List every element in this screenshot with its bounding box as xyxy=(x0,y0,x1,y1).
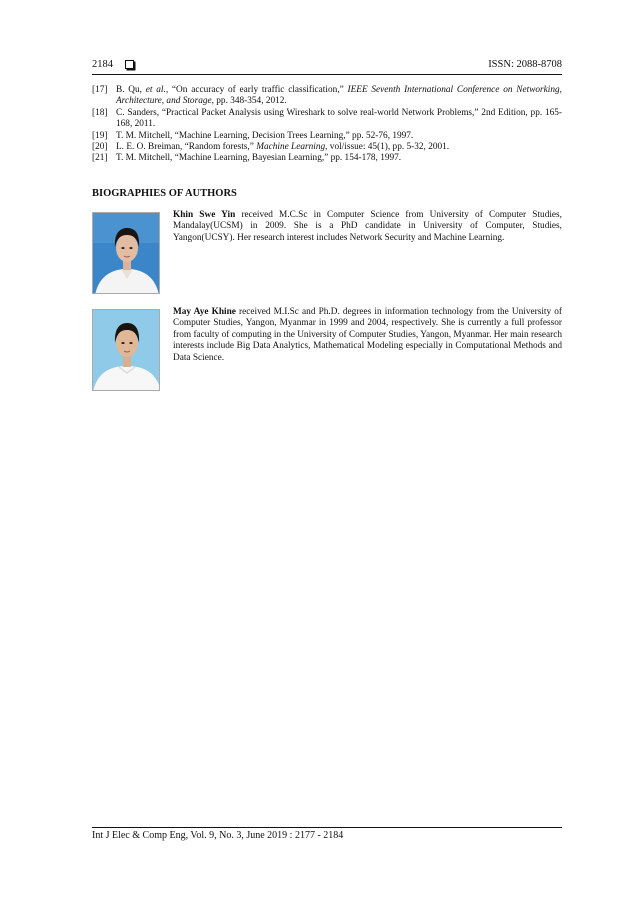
reference-segment: , “On accuracy of early traffic classification,” xyxy=(165,85,348,95)
reference-list xyxy=(92,85,562,165)
page-header xyxy=(92,59,562,75)
biography-text xyxy=(173,210,562,244)
reference-text xyxy=(116,142,562,153)
author-name: Khin Swe Yin xyxy=(173,210,236,220)
reference-number: [20] xyxy=(92,142,108,153)
section-heading: BIOGRAPHIES OF AUTHORS xyxy=(92,188,237,199)
reference-item xyxy=(92,131,562,142)
reference-item xyxy=(92,108,562,131)
reference-segment: T. M. Mitchell, “Machine Learning, Bayesian Learning,” pp. 154-178, 1997. xyxy=(116,153,402,164)
header-rule xyxy=(92,74,562,75)
reference-text xyxy=(116,108,562,131)
issn-label: ISSN: 2088-8708 xyxy=(488,59,562,70)
reference-number: [17] xyxy=(92,85,108,95)
reference-segment-italic: IEEE Seventh International Conference on Networking, Architecture, and Storage xyxy=(116,85,562,107)
author-name: May Aye Khine xyxy=(173,307,236,317)
portrait-image xyxy=(93,213,160,294)
reference-segment: T. M. Mitchell, “Machine Learning, Decision Trees Learning,” pp. 52-76, 1997. xyxy=(116,130,414,141)
page-number: 2184 xyxy=(92,59,113,70)
portrait-image xyxy=(93,310,160,391)
reference-number: [18] xyxy=(92,107,108,118)
author-photo xyxy=(92,309,160,391)
reference-segment: C. Sanders, “Practical Packet Analysis using Wireshark to solve real-world Network Problems,” 2nd Edition, pp. 165-168, 2011. xyxy=(116,107,562,130)
reference-number: [21] xyxy=(92,153,108,164)
reference-segment: L. E. O. Breiman, “Random forests,” xyxy=(116,142,257,153)
reference-segment: B. Qu, xyxy=(116,85,146,95)
author-photo xyxy=(92,212,160,294)
square-box-icon xyxy=(125,60,134,69)
reference-segment-italic: Machine Learning xyxy=(256,142,326,153)
reference-segment: , vol/issue: 45(1), pp. 5-32, 2001. xyxy=(325,142,450,153)
reference-item xyxy=(92,153,562,164)
biography-body: received M.C.Sc in Computer Science from University of Computer Studies, Mandalay(UCSM) in 2009. She is a PhD candidate in University of Computer, Studies, Yangon(UCSY). Her research interest includes Network Security and Machine Learning. xyxy=(173,210,562,243)
biography-body: received M.I.Sc and Ph.D. degrees in information technology from the University of Computer Studies, Yangon, Myanmar in 1999 and 2004, respectively. She is currently a full professor from faculty of computing in the University of Computer Studies, Yangon, Myanmar. Her main research interests include Big Data Analytics, Mathematical Modeling especially in Computational Methods and Data Science. xyxy=(173,307,562,363)
reference-text xyxy=(116,153,562,164)
reference-text xyxy=(116,85,562,108)
reference-item xyxy=(92,85,562,108)
reference-item xyxy=(92,142,562,153)
page-footer: Int J Elec & Comp Eng, Vol. 9, No. 3, June 2019 : 2177 - 2184 xyxy=(92,830,344,841)
reference-number: [19] xyxy=(92,130,108,141)
reference-segment: , pp. 348-354, 2012. xyxy=(211,96,287,107)
reference-segment-italic: et al. xyxy=(145,85,166,95)
reference-text xyxy=(116,131,562,142)
biography-text xyxy=(173,307,562,364)
footer-rule xyxy=(92,827,562,828)
